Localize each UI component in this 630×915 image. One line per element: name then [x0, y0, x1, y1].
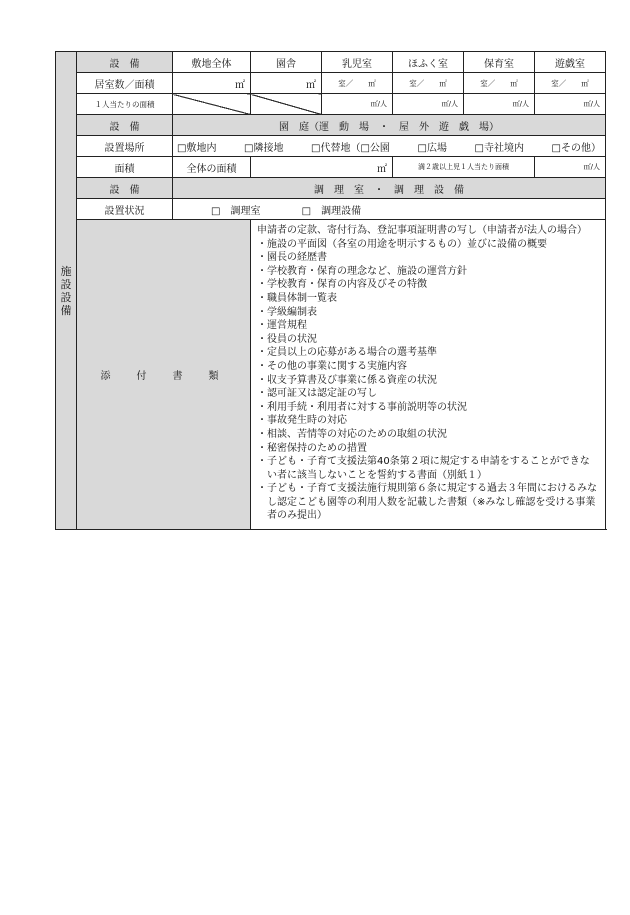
attachment-item: ・利用手続・利用者に対する事前説明等の状況 [257, 401, 467, 413]
room-count-row [56, 73, 606, 94]
attachment-item: ・施設の平面図（各室の用途を明示するもの）並びに設備の概要 [257, 238, 547, 250]
attachment-item: ・収支予算書及び事業に係る資産の状況 [257, 374, 437, 386]
per-child-area-field[interactable]: ㎡/人 [535, 157, 606, 178]
per-child-area-label: 満２歳以上児１人当たり面積 [393, 157, 535, 178]
playroom-count-field[interactable]: 室／ ㎡ [535, 73, 606, 94]
col-nursery-room: 保育室 [464, 52, 535, 73]
col-site-total: 敷地全体 [173, 52, 251, 73]
attachments-row [56, 220, 606, 530]
infant-room-count-field[interactable]: 室／ ㎡ [322, 73, 393, 94]
attachments-list [251, 220, 606, 530]
building-per-person-struck [251, 94, 322, 115]
total-area-label: 全体の面積 [173, 157, 251, 178]
location-adjacent-checkbox[interactable]: □隣接地 [244, 142, 284, 154]
attachment-item: ・役員の状況 [257, 333, 317, 345]
kitchen-room-checkbox[interactable]: □ 調理室 [211, 205, 261, 217]
playroom-per-person-field[interactable]: ㎡/人 [535, 94, 606, 115]
facility-side-label [56, 52, 77, 530]
install-options [173, 199, 606, 220]
per-person-row [56, 94, 606, 115]
side-char-3: 設 [60, 290, 72, 304]
application-form-sheet [55, 51, 605, 530]
attachment-item: ・園長の経歴書 [257, 252, 327, 264]
facility-table [55, 51, 606, 530]
col-building: 園舎 [251, 52, 322, 73]
location-substitute-park-checkbox[interactable]: □代替地（□公園 [311, 142, 390, 154]
kitchen-title: 調 理 室 ・ 調 理 設 備 [173, 178, 606, 199]
crawling-per-person-field[interactable]: ㎡/人 [393, 94, 464, 115]
attachment-intro: 申請者の定款、寄付行為、登記事項証明書の写し（申請者が法人の場合） [257, 225, 587, 236]
install-label: 設置状況 [77, 199, 173, 220]
location-options [173, 136, 606, 157]
total-area-field[interactable]: ㎡ [251, 157, 393, 178]
side-char-1: 施 [60, 264, 72, 278]
attachments-label: 添 付 書 類 [77, 220, 251, 530]
side-char-2: 設 [60, 277, 72, 291]
attachment-item: ・認可証又は認定証の写し [257, 388, 377, 400]
location-onsite-checkbox[interactable]: □敷地内 [177, 142, 217, 154]
attachment-item: ・学級編制表 [257, 306, 317, 318]
location-row [56, 136, 606, 157]
yard-header-label: 設 備 [77, 115, 173, 136]
side-char-4: 備 [60, 303, 72, 317]
attachment-item: ・その他の事業に関する実施内容 [257, 360, 407, 372]
location-plaza-checkbox[interactable]: □広場 [417, 142, 447, 154]
site-area-field[interactable]: ㎡ [173, 73, 251, 94]
infant-per-person-field[interactable]: ㎡/人 [322, 94, 393, 115]
crawling-room-count-field[interactable]: 室／ ㎡ [393, 73, 464, 94]
attachment-item: ・学校教育・保育の内容及びその特徴 [257, 279, 427, 291]
attachment-item: ・運営規程 [257, 320, 307, 332]
kitchen-header-label: 設 備 [77, 178, 173, 199]
room-count-label: 居室数／面積 [77, 73, 173, 94]
install-row [56, 199, 606, 220]
attachment-item: ・秘密保持のための措置 [257, 442, 367, 454]
area-row [56, 157, 606, 178]
per-person-label: １人当たりの面積 [77, 94, 173, 115]
nursery-per-person-field[interactable]: ㎡/人 [464, 94, 535, 115]
nursery-room-count-field[interactable]: 室／ ㎡ [464, 73, 535, 94]
attachment-item: ・子ども・子育て支援法施行規則第６条に規定する過去３年間におけるみなし認定こども園等の利用人数を記載した書類（※みなし確認を受ける事業者のみ提出） [257, 483, 597, 522]
col-crawling-room: ほふく室 [393, 52, 464, 73]
kitchen-equipment-checkbox[interactable]: □ 調理設備 [301, 205, 362, 217]
location-other-checkbox[interactable]: □その他） [551, 142, 601, 154]
attachment-item: ・定員以上の応募がある場合の選考基準 [257, 347, 437, 359]
kitchen-header-row [56, 178, 606, 199]
attachment-item: ・子ども・子育て支援法第40条第２項に規定する申請をすることができない者に該当しないことを誓約する書面（別紙１） [257, 456, 590, 481]
attachment-item: ・事故発生時の対応 [257, 415, 347, 427]
col-infant-room: 乳児室 [322, 52, 393, 73]
col-playroom: 遊戯室 [535, 52, 606, 73]
yard-title: 園 庭（運 動 場 ・ 屋 外 遊 戯 場） [173, 115, 606, 136]
attachment-item: ・職員体制一覧表 [257, 292, 337, 304]
yard-header-row [56, 115, 606, 136]
attachment-item: ・学校教育・保育の理念など、施設の運営方針 [257, 265, 467, 277]
attachment-item: ・相談、苦情等の対応のための取組の状況 [257, 428, 447, 440]
site-per-person-struck [173, 94, 251, 115]
rooms-header-label: 設 備 [77, 52, 173, 73]
location-temple-checkbox[interactable]: □寺社境内 [474, 142, 524, 154]
area-label: 面積 [77, 157, 173, 178]
building-area-field[interactable]: ㎡ [251, 73, 322, 94]
location-label: 設置場所 [77, 136, 173, 157]
rooms-header-row [56, 52, 606, 73]
